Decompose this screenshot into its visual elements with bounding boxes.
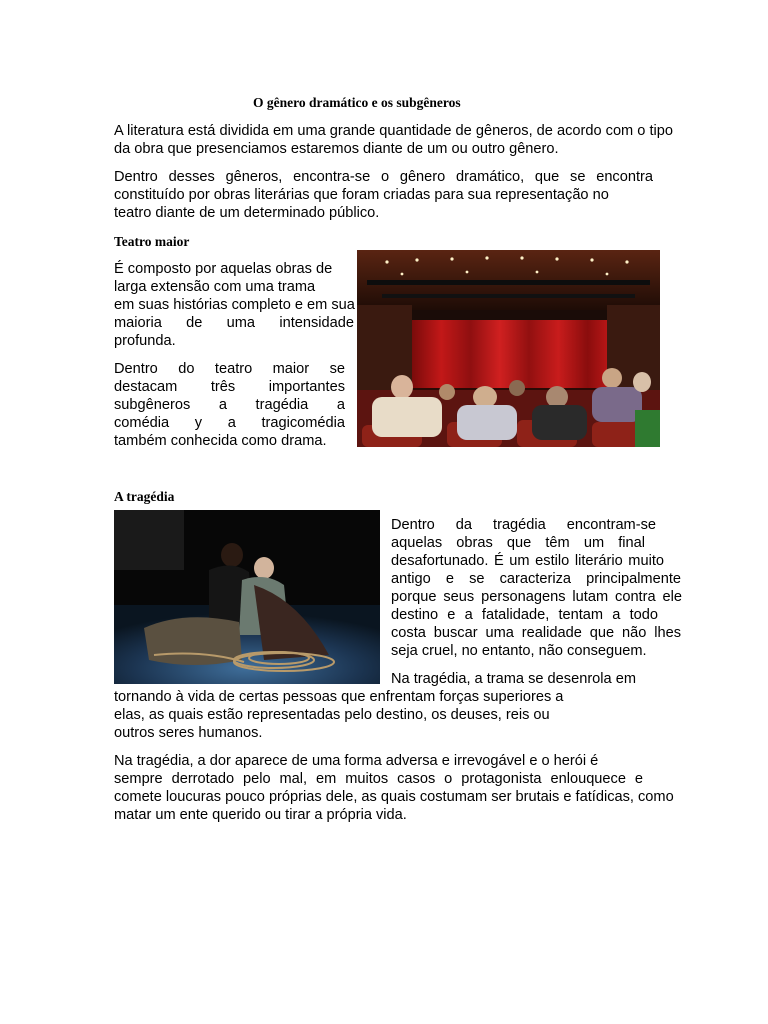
text-line: aquelas obras que têm um final: [391, 535, 645, 551]
text-line: em suas histórias completo e em sua: [114, 297, 355, 313]
text-line: comete loucuras pouco próprias dele, as quais costumam ser brutais e fatídicas, como: [114, 789, 674, 805]
text-line: seja cruel, no entanto, não conseguem.: [391, 643, 647, 659]
theater-auditorium-photo-icon: [357, 250, 660, 447]
section-heading-teatro-maior: Teatro maior: [114, 234, 190, 249]
text-line: outros seres humanos.: [114, 725, 263, 741]
text-line: Na tragédia, a trama se desenrola em: [391, 671, 636, 687]
text-line: constituído por obras literárias que foram criadas para sua representação no: [114, 187, 609, 203]
text-line: comédia y a tragicomédia: [114, 415, 345, 431]
text-line: tornando à vida de certas pessoas que enfrentam forças superiores a: [114, 689, 564, 705]
tragedy-stage-image: [114, 510, 380, 684]
text-line: Dentro da tragédia encontram-se: [391, 517, 656, 533]
text-line: larga extensão com uma trama: [114, 279, 316, 295]
text-line: subgêneros a tragédia a: [114, 397, 345, 413]
text-line: É composto por aquelas obras de: [114, 261, 333, 277]
text-line: costa buscar uma realidade que não lhes: [391, 625, 681, 641]
text-line: destacam três importantes: [114, 379, 345, 395]
text-line: antigo e se caracteriza principalmente: [391, 571, 681, 587]
text-line: também conhecida como drama.: [114, 433, 327, 449]
text-line: sempre derrotado pelo mal, em muitos casos o protagonista enlouquece e: [114, 771, 643, 787]
page-title: O gênero dramático e os subgêneros: [253, 95, 461, 110]
text-line: elas, as quais estão representadas pelo destino, os deuses, reis ou: [114, 707, 550, 723]
text-line: destino e a fatalidade, tentam a todo: [391, 607, 658, 623]
text-line: Dentro do teatro maior se: [114, 361, 345, 377]
text-line: Na tragédia, a dor aparece de uma forma adversa e irrevogável e o herói é: [114, 753, 599, 769]
tragedy-stage-photo-icon: [114, 510, 380, 684]
text-line: teatro diante de um determinado público.: [114, 205, 380, 221]
text-line: profunda.: [114, 333, 176, 349]
text-line: A literatura está dividida em uma grande quantidade de gêneros, de acordo com o tipo: [114, 123, 673, 139]
text-line: matar um ente querido ou tirar a própria vida.: [114, 807, 407, 823]
section-heading-a-tragedia: A tragédia: [114, 489, 175, 504]
theater-auditorium-image: [357, 250, 660, 447]
text-line: porque seus personagens lutam contra ele: [391, 589, 682, 605]
text-line: Dentro desses gêneros, encontra-se o gênero dramático, que se encontra: [114, 169, 653, 185]
text-line: da obra que presenciamos estaremos diante de um ou outro gênero.: [114, 141, 559, 157]
text-line: maioria de uma intensidade: [114, 315, 354, 331]
text-line: desafortunado. É um estilo literário muito: [391, 553, 664, 569]
